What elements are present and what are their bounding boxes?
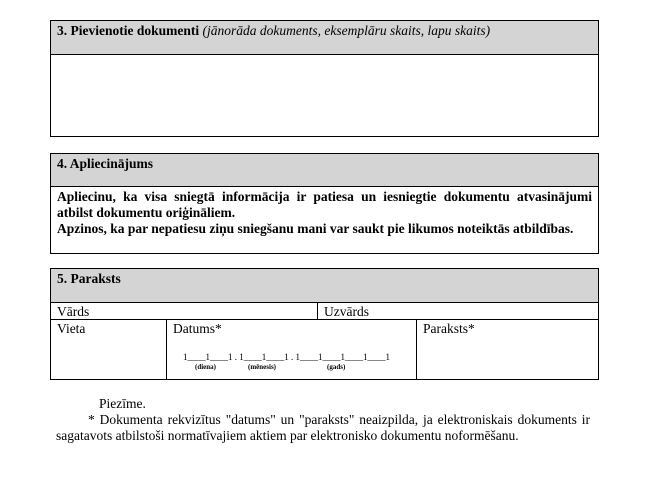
certification-title: 4. Apliecinājums bbox=[57, 156, 154, 171]
date-field[interactable] bbox=[167, 320, 416, 379]
place-label: Vieta bbox=[57, 321, 86, 336]
signature-section bbox=[50, 268, 599, 380]
attached-documents-title: 3. Pievienotie dokumenti bbox=[57, 23, 200, 38]
surname-label: Uzvārds bbox=[324, 304, 369, 319]
name-field[interactable] bbox=[51, 303, 317, 319]
name-label: Vārds bbox=[57, 304, 90, 319]
month-label: (mēnesis) bbox=[248, 363, 276, 371]
signature-label: Paraksts* bbox=[423, 321, 475, 336]
certification-paragraph-2: Apzinos, ka par nepatiesu ziņu sniegšanu mani var saukt pie likumos noteiktās atbildības. bbox=[57, 221, 574, 236]
note-title: Piezīme. bbox=[99, 396, 146, 411]
signature-field[interactable] bbox=[417, 320, 598, 379]
certification-section bbox=[50, 153, 599, 254]
attached-documents-field[interactable] bbox=[51, 55, 598, 136]
surname-field[interactable] bbox=[318, 303, 598, 319]
attached-documents-subtitle: (jānorāda dokuments, eksemplāru skaits, lapu skaits) bbox=[202, 23, 491, 38]
date-label: Datums* bbox=[173, 321, 222, 336]
attached-documents-section bbox=[50, 20, 599, 137]
day-label: (diena) bbox=[195, 363, 216, 371]
certification-text bbox=[51, 187, 598, 239]
signature-title: 5. Paraksts bbox=[57, 271, 121, 286]
date-template: 1____1____1 . 1____1____1 . 1____1____1____1____1 bbox=[183, 352, 390, 362]
attached-documents-header bbox=[51, 21, 598, 55]
note-text: * Dokumenta rekvizītus "datums" un "paraksts" neaizpilda, ja elektroniskais dokuments ir sagatavots atbilstoši normatīvajiem aktiem par elektronisko dokumentu noformēšanu. bbox=[56, 412, 590, 443]
certification-paragraph-1: Apliecinu, ka visa sniegtā informācija ir patiesa un iesniegtie dokumentu atvasinājumi atbilst dokumentu oriģināliem. bbox=[57, 189, 592, 220]
place-field[interactable] bbox=[51, 320, 166, 379]
signature-header bbox=[51, 269, 598, 303]
year-label: (gads) bbox=[327, 363, 346, 371]
note-text-block bbox=[56, 412, 590, 444]
certification-header bbox=[51, 154, 598, 187]
